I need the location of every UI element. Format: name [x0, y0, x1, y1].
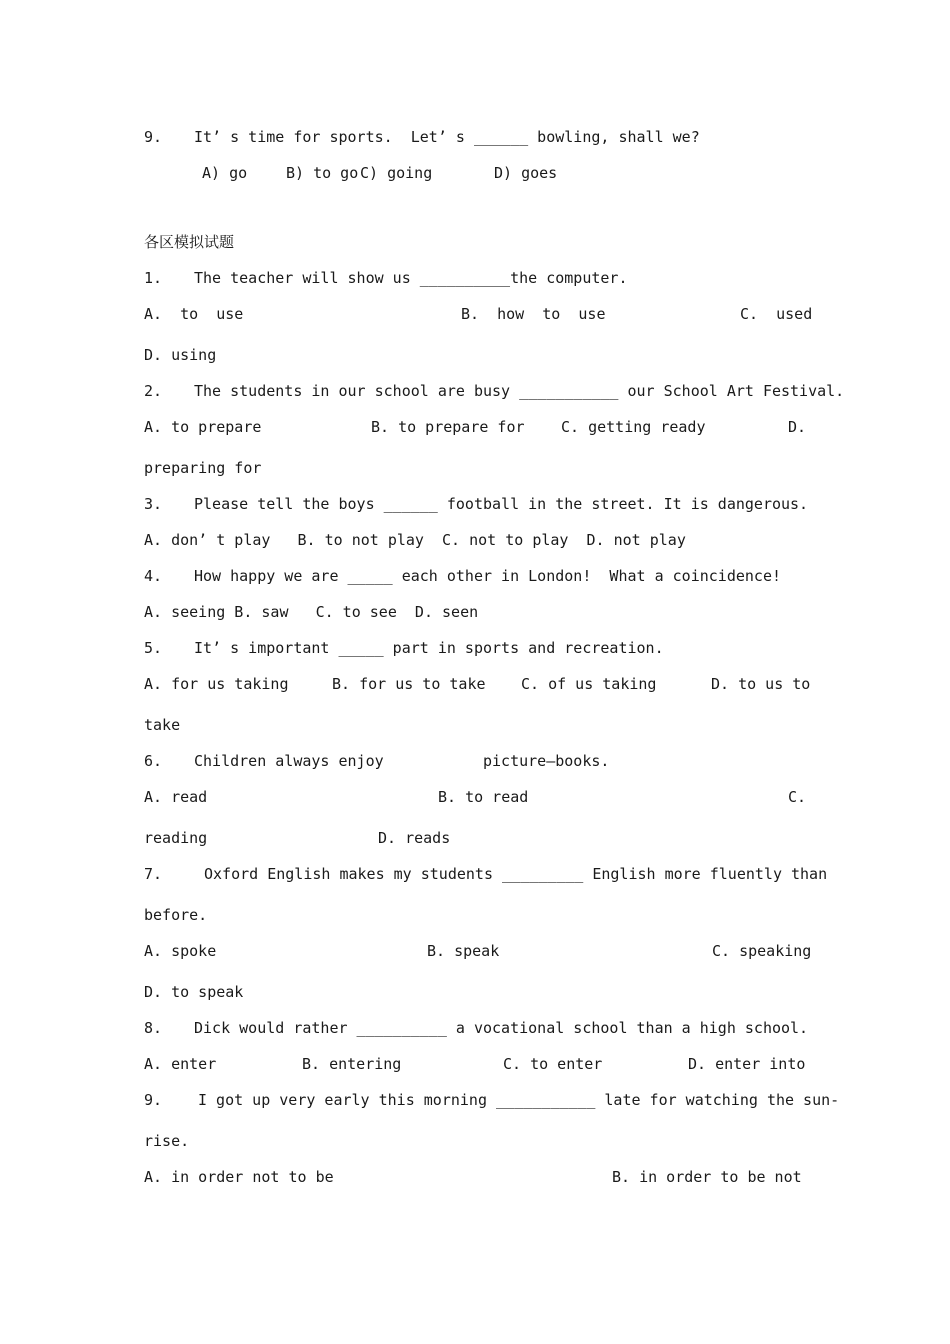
option-d-continued: preparing for: [144, 459, 262, 477]
option-d-continued: take: [144, 716, 181, 734]
options-line: A. seeing B. saw C. to see D. seen: [144, 603, 479, 621]
option-c: C. of us taking: [521, 675, 657, 693]
question-number: 9.: [144, 1091, 163, 1109]
question-text: Dick would rather __________ a vocational school than a high school.: [194, 1019, 809, 1037]
option-c-continued: reading: [144, 829, 208, 847]
option-a: A. in order not to be: [144, 1168, 334, 1186]
option-d: D. to speak: [144, 983, 244, 1001]
question-number: 4.: [144, 567, 163, 585]
option-b: B. to prepare for: [371, 418, 525, 436]
option-a: A) go: [202, 164, 248, 182]
option-b: B. speak: [427, 942, 500, 960]
question-number: 1.: [144, 269, 163, 287]
option-a: A. for us taking: [144, 675, 289, 693]
option-a: A. read: [144, 788, 208, 806]
option-c: C) going: [360, 164, 433, 182]
option-c: C. used: [740, 305, 813, 323]
option-b: B. to read: [438, 788, 529, 806]
question-text-continued: rise.: [144, 1132, 190, 1150]
question-number: 9.: [144, 128, 163, 146]
option-b: B. for us to take: [332, 675, 486, 693]
option-d: D) goes: [494, 164, 558, 182]
option-d: D.: [788, 418, 807, 436]
option-c: C. to enter: [503, 1055, 603, 1073]
question-text: The students in our school are busy ___________ our School Art Festival.: [194, 382, 845, 400]
option-d: D. using: [144, 346, 217, 364]
option-d: D. to us to: [711, 675, 811, 693]
option-a: A. enter: [144, 1055, 217, 1073]
question-text: It’ s time for sports. Let’ s ______ bowling, shall we?: [194, 128, 700, 146]
question-number: 3.: [144, 495, 163, 513]
option-b: B. in order to be not: [612, 1168, 802, 1186]
question-text: How happy we are _____ each other in London! What a coincidence!: [194, 567, 781, 585]
question-text: I got up very early this morning ___________ late for watching the sun-: [198, 1091, 840, 1109]
option-c: C. speaking: [712, 942, 812, 960]
question-text: It’ s important _____ part in sports and recreation.: [194, 639, 664, 657]
option-c: C.: [788, 788, 807, 806]
section-title: 各区模拟试题: [144, 233, 235, 251]
option-d: D. enter into: [688, 1055, 806, 1073]
option-a: A. spoke: [144, 942, 217, 960]
options-line: A. don’ t play B. to not play C. not to play D. not play: [144, 531, 686, 549]
question-number: 2.: [144, 382, 163, 400]
option-b: B) to go: [286, 164, 359, 182]
option-b: B. entering: [302, 1055, 402, 1073]
question-text: Children always enjoy picture—books.: [194, 752, 610, 770]
question-text: Please tell the boys ______ football in the street. It is dangerous.: [194, 495, 809, 513]
option-c: C. getting ready: [561, 418, 706, 436]
question-number: 7.: [144, 865, 163, 883]
question-text: Oxford English makes my students _________ English more fluently than: [204, 865, 828, 883]
option-d: D. reads: [378, 829, 451, 847]
option-b: B. how to use: [461, 305, 606, 323]
option-a: A. to use: [144, 305, 244, 323]
question-text-continued: before.: [144, 906, 208, 924]
question-text: The teacher will show us __________the computer.: [194, 269, 628, 287]
question-number: 8.: [144, 1019, 163, 1037]
question-number: 6.: [144, 752, 163, 770]
option-a: A. to prepare: [144, 418, 262, 436]
question-number: 5.: [144, 639, 163, 657]
